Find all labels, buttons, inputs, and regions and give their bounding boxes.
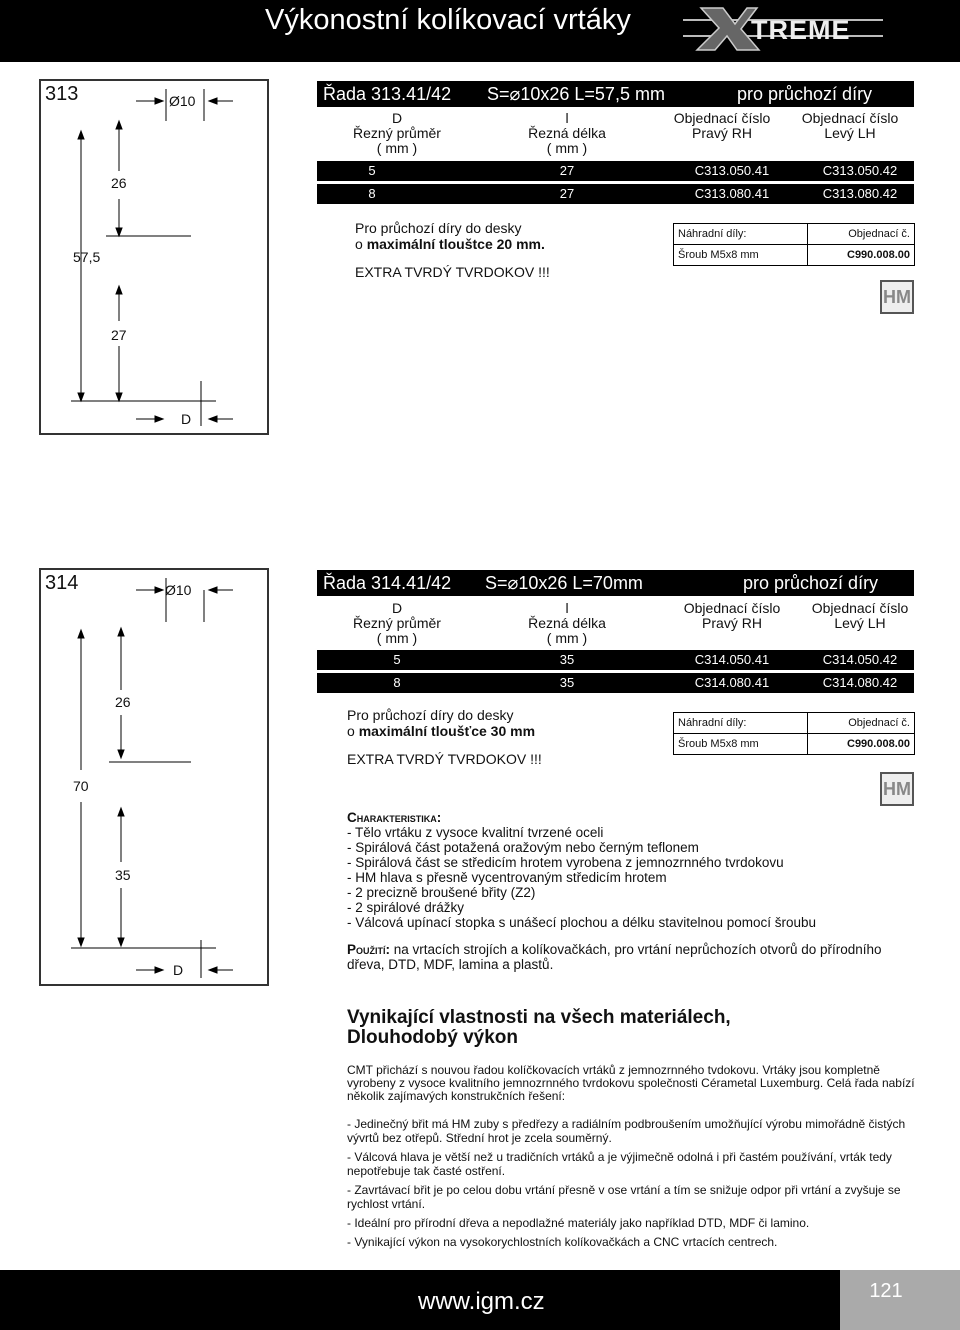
col-diameter-header: D Řezný průměr ( mm )	[353, 600, 441, 646]
table-row	[317, 673, 914, 693]
series-313-title-bar	[317, 81, 914, 107]
note-hard-metal: EXTRA TVRDÝ TVRDOKOV !!!	[355, 264, 550, 280]
series-name: Řada 314.41/42	[323, 573, 452, 593]
series-purpose: pro průchozí díry	[743, 573, 879, 593]
list-item: - Válcová hlava je větší než u tradičních vrtáků a je výjimečně odolná i při častém používání, vrták tedy nepotřebuje tak časté ostření.	[347, 1150, 892, 1178]
header-bar	[0, 0, 960, 62]
usage-text: na vrtacích strojích a kolíkovačkách, pro vrtání neprůchozích otvorů do přírodního dřeva, DTD, MDF, lamina a plastů.	[347, 942, 882, 972]
cell-length: 35	[559, 675, 575, 690]
hm-badge-icon: HM	[880, 772, 914, 806]
spare-part-code: C990.008.00	[807, 734, 914, 755]
series-code: 314	[45, 572, 79, 594]
note-line: o maximální tloušťce 30 mm	[347, 723, 536, 739]
cell-order-rh: C313.050.41	[694, 163, 770, 178]
series-313-note	[355, 220, 550, 280]
features-subheading: Dlouhodobý výkon	[347, 1027, 518, 1048]
series-314-table-header	[317, 598, 914, 648]
features-heading: Vynikající vlastnosti na všech materiálech,	[347, 1007, 731, 1028]
cell-length: 35	[559, 652, 575, 667]
characteristics-block	[347, 810, 917, 972]
series-314-title-bar	[317, 570, 914, 596]
dim-total-length: 70	[73, 778, 89, 794]
list-item: - Spirálová část se středicím hrotem vyrobena z jemnozrnného tvrdokovu	[347, 855, 784, 870]
table-row	[317, 161, 914, 181]
list-item: - 2 precizně broušené břity (Z2)	[347, 885, 536, 900]
series-purpose: pro průchozí díry	[737, 84, 873, 104]
col-order-lh-header: Objednací číslo Levý LH	[811, 600, 909, 631]
usage-title: Použití:	[347, 942, 390, 957]
footer-bar	[0, 1270, 960, 1330]
features-block	[347, 1008, 917, 1254]
note-hard-metal: EXTRA TVRDÝ TVRDOKOV !!!	[347, 751, 542, 767]
features-intro: CMT přichází s nouvou řadou kolíčkovacích vrtáků z jemnozrnného tvdokovu. Vrtáky jsou kompletně vyrobeny z vysoce kvalitního jemnozrnného tvrdokovu společnosti Cérametal Luxemburg. Celá řada nabízí několik zajímavých konstrukčních řešení:	[347, 1063, 915, 1103]
series-spec: S=⌀10x26 L=70mm	[485, 573, 643, 593]
list-item: - HM hlava s přesně vycentrovaným středicím hrotem	[347, 870, 667, 885]
list-item: - Spirálová část potažená oražovým nebo černým teflonem	[347, 840, 699, 855]
page-title: Výkonostní kolíkovací vrtáky	[265, 4, 631, 36]
spare-header-order: Objednací č.	[807, 713, 914, 734]
table-row	[317, 650, 914, 670]
cell-order-lh: C314.050.42	[822, 652, 898, 667]
col-order-rh-header: Objednací číslo Pravý RH	[683, 600, 781, 631]
spare-parts-313	[673, 223, 915, 266]
shank-diameter-label: Ø10	[165, 582, 192, 598]
spare-part-name: Šroub M5x8 mm	[674, 245, 808, 266]
dim-cutting-length: 26	[111, 175, 127, 191]
cell-length: 27	[559, 186, 575, 201]
list-item: - 2 spirálové drážky	[347, 900, 465, 915]
hm-badge-icon: HM	[880, 280, 914, 314]
website-link[interactable]: www.igm.cz	[418, 1288, 545, 1315]
spare-part-name: Šroub M5x8 mm	[674, 734, 808, 755]
drill-314-drawing	[39, 568, 269, 986]
usage-paragraph	[347, 942, 917, 972]
spare-header-order: Objednací č.	[807, 224, 914, 245]
dim-diameter-d: D	[181, 411, 192, 427]
note-line: o maximální tlouštce 20 mm.	[355, 236, 545, 252]
page-number-box	[840, 1270, 960, 1330]
col-length-header: l Řezná délka ( mm )	[528, 110, 606, 156]
spare-part-code: C990.008.00	[807, 245, 914, 266]
cell-length: 27	[559, 163, 575, 178]
series-code: 313	[45, 83, 79, 105]
col-order-lh-header: Objednací číslo Levý LH	[801, 110, 899, 141]
cell-diameter: 8	[368, 186, 376, 201]
table-row	[317, 184, 914, 204]
xtreme-logo	[683, 6, 883, 52]
page-number: 121	[869, 1280, 903, 1302]
dim-total-length: 57,5	[73, 249, 101, 265]
cell-diameter: 5	[368, 163, 376, 178]
dim-diameter-d: D	[173, 962, 184, 978]
dim-shank-length: 35	[115, 867, 131, 883]
dim-cutting-length: 26	[115, 694, 131, 710]
col-diameter-header: D Řezný průměr ( mm )	[353, 110, 441, 156]
cell-order-rh: C314.080.41	[694, 675, 770, 690]
cell-order-lh: C313.050.42	[822, 163, 898, 178]
series-314-note	[347, 707, 542, 767]
list-item: - Jedinečný břit má HM zuby s předřezy a radiálním podbroušením umožňující výrobu mimořádně čistých vývrtů bez otřepů. Střední hrot je zcela souměrný.	[347, 1117, 906, 1145]
list-item: - Tělo vrtáku z vysoce kvalitní tvrzené oceli	[347, 825, 604, 840]
cell-diameter: 8	[393, 675, 401, 690]
cell-order-rh: C314.050.41	[694, 652, 770, 667]
spare-header-parts: Náhradní díly:	[674, 713, 808, 734]
note-line: Pro průchozí díry do desky	[355, 220, 522, 236]
col-length-header: l Řezná délka ( mm )	[528, 600, 606, 646]
list-item: - Zavrtávací břit je po celou dobu vrtání přesně v ose vrtání a tím se snižuje odpor při vrtání a zvyšuje se rychlost vrtání.	[347, 1183, 901, 1211]
list-item: - Válcová upínací stopka s unášecí plochou a délku stavitelnou pomocí šroubu	[347, 915, 817, 930]
cell-diameter: 5	[393, 652, 401, 667]
cell-order-lh: C314.080.42	[822, 675, 898, 690]
note-line: Pro průchozí díry do desky	[347, 707, 514, 723]
shank-diameter-label: Ø10	[169, 93, 196, 109]
list-item: - Vynikající výkon na vysokorychlostních kolíkovačkách a CNC vrtacích centrech.	[347, 1235, 778, 1249]
col-order-rh-header: Objednací číslo Pravý RH	[673, 110, 771, 141]
cell-order-rh: C313.080.41	[694, 186, 770, 201]
series-spec: S=⌀10x26 L=57,5 mm	[487, 84, 665, 104]
list-item: - Ideální pro přírodní dřeva a nepodlažné materiály jako například DTD, MDF či lamino.	[347, 1216, 810, 1230]
spare-header-parts: Náhradní díly:	[674, 224, 808, 245]
series-313-table-header	[317, 108, 914, 158]
cell-order-lh: C313.080.42	[822, 186, 898, 201]
drill-313-drawing	[39, 79, 269, 435]
spare-parts-314	[673, 712, 915, 755]
characteristics-title: Charakteristika:	[347, 810, 442, 825]
dim-shank-length: 27	[111, 327, 127, 343]
series-name: Řada 313.41/42	[323, 84, 452, 104]
svg-text:TREME: TREME	[751, 15, 851, 45]
features-list	[347, 1117, 917, 1249]
